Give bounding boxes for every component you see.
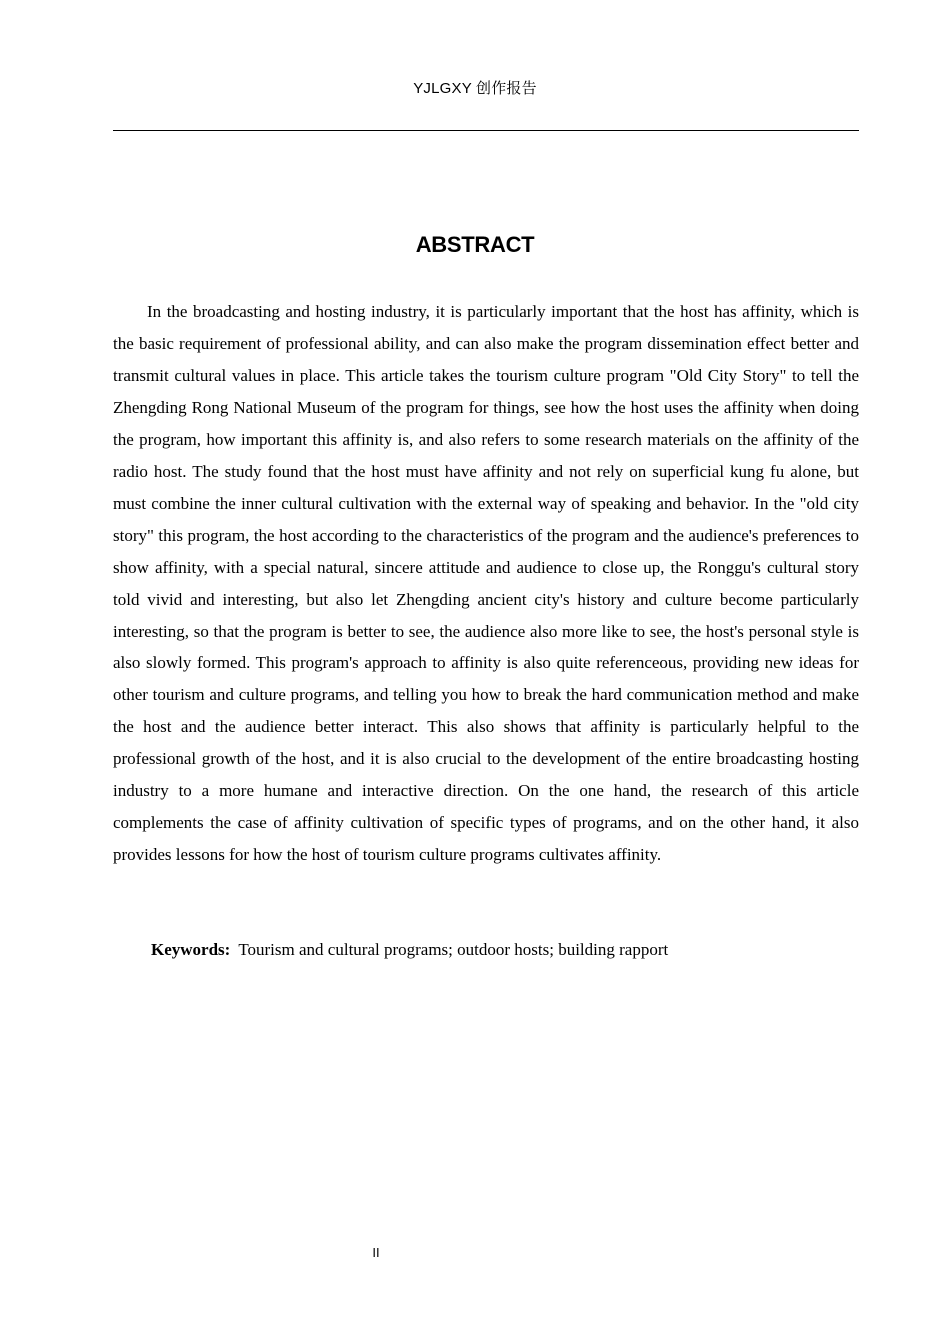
header-divider: [113, 130, 859, 131]
page-number: II: [372, 1245, 380, 1260]
abstract-heading: ABSTRACT: [415, 232, 535, 257]
abstract-paragraph: In the broadcasting and hosting industry, it is particularly important that the host has affinity, which is the basic requirement of professional ability, and can also make the program dissemination effect better and transmit cultural values in place. This article takes the tourism culture program "Old City Story" to tell the Zhengding Rong National Museum of the program for things, see how the host uses the affinity when doing the program, how important this affinity is, and also refers to some research materials on the affinity of the radio host. The study found that the host must have affinity and not rely on superficial kung fu alone, but must combine the inner cultural cultivation with the external way of speaking and behavior. In the "old city story" this program, the host according to the characteristics of the program and the audience's preferences to show affinity, with a special natural, sincere attitude and audience to close up, the Ronggu's cultural story told vivid and interesting, but also let Zhengding ancient city's history and culture become particularly interesting, so that the program is better to see, the audience also more like to see, the host's personal style is also slowly formed. This program's approach to affinity is also quite referenceous, providing new ideas for other tourism and culture programs, and telling you how to break the hard communication method and make the host and the audience better interact. This also shows that affinity is particularly helpful to the professional growth of the host, and it is also crucial to the development of the entire broadcasting hosting industry to a more humane and interactive direction. On the one hand, the research of this article complements the case of affinity cultivation of specific types of programs, and on the other hand, it also provides lessons for how the host of tourism culture programs cultivates affinity.: [113, 302, 859, 865]
keywords-label: Keywords:: [151, 940, 231, 959]
keywords-line: [151, 934, 859, 966]
keywords-value: Tourism and cultural programs; outdoor hosts; building rapport: [238, 940, 669, 959]
running-header: YJLGXY 创作报告: [413, 80, 537, 97]
